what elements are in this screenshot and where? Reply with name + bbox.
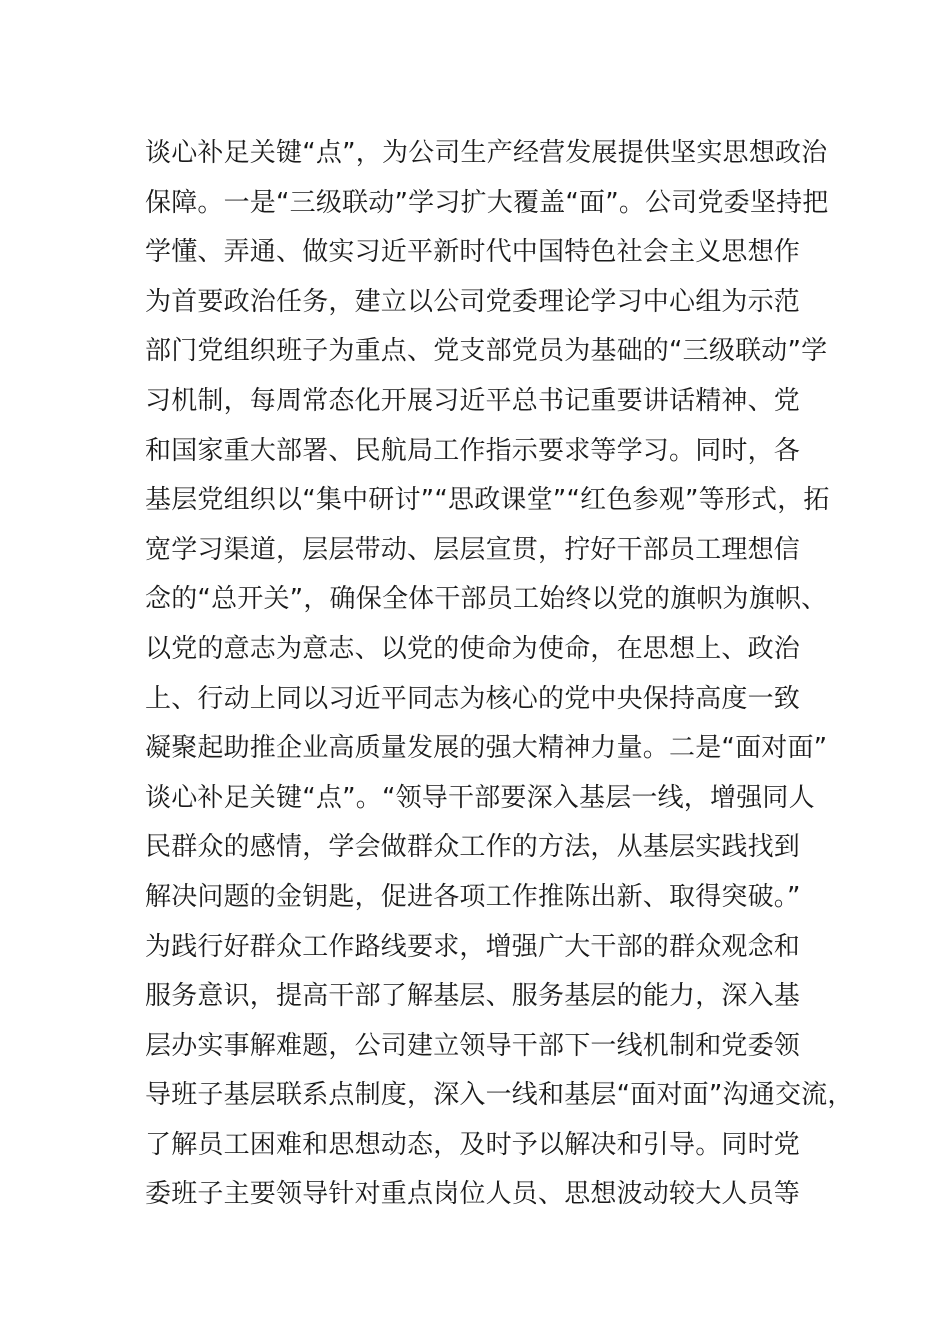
text-line: 了解员工困难和思想动态，及时予以解决和引导。同时党 [145, 1129, 801, 1160]
text-line: 层办实事解难题，公司建立领导干部下一线机制和党委领 [145, 1030, 801, 1061]
text-line: 以党的意志为意志、以党的使命为使命，在思想上、政治 [145, 633, 801, 664]
text-line: 民群众的感情，学会做群众工作的方法，从基层实践找到 [145, 832, 801, 863]
text-line: 基层党组织以“集中研讨”“思政课堂”“红色参观”等形式，拓 [145, 485, 830, 516]
text-line: 谈心补足关键“点”。“领导干部要深入基层一线，增强同人 [145, 782, 815, 813]
text-line: 凝聚起助推企业高质量发展的强大精神力量。二是“面对面” [145, 733, 828, 764]
text-line: 谈心补足关键“点”，为公司生产经营发展提供坚实思想政治 [145, 138, 828, 168]
text-line: 宽学习渠道，层层带动、层层宣贯，拧好干部员工理想信 [145, 534, 801, 565]
body-paragraph [145, 129, 854, 1220]
text-line: 导班子基层联系点制度，深入一线和基层“面对面”沟通交流， [145, 1080, 854, 1111]
text-line: 解决问题的金钥匙，促进各项工作推陈出新、取得突破。” [145, 881, 801, 912]
text-line: 念的“总开关”，确保全体干部员工始终以党的旗帜为旗帜、 [145, 584, 828, 615]
text-line: 部门党组织班子为重点、党支部党员为基础的“三级联动”学 [145, 336, 828, 367]
text-line: 学懂、弄通、做实习近平新时代中国特色社会主义思想作 [145, 237, 801, 268]
text-line: 保障。一是“三级联动”学习扩大覆盖“面”。公司党委坚持把 [145, 187, 829, 218]
text-line: 为践行好群众工作路线要求，增强广大干部的群众观念和 [145, 931, 801, 962]
text-line: 习机制，每周常态化开展习近平总书记重要讲话精神、党 [145, 385, 801, 416]
text-line: 和国家重大部署、民航局工作指示要求等学习。同时，各 [145, 435, 801, 466]
text-line: 上、行动上同以习近平同志为核心的党中央保持高度一致 [145, 683, 801, 714]
text-line: 委班子主要领导针对重点岗位人员、思想波动较大人员等 [145, 1179, 801, 1210]
text-line: 服务意识，提高干部了解基层、服务基层的能力，深入基 [145, 981, 801, 1012]
text-line: 为首要政治任务，建立以公司党委理论学习中心组为示范 [145, 286, 801, 317]
